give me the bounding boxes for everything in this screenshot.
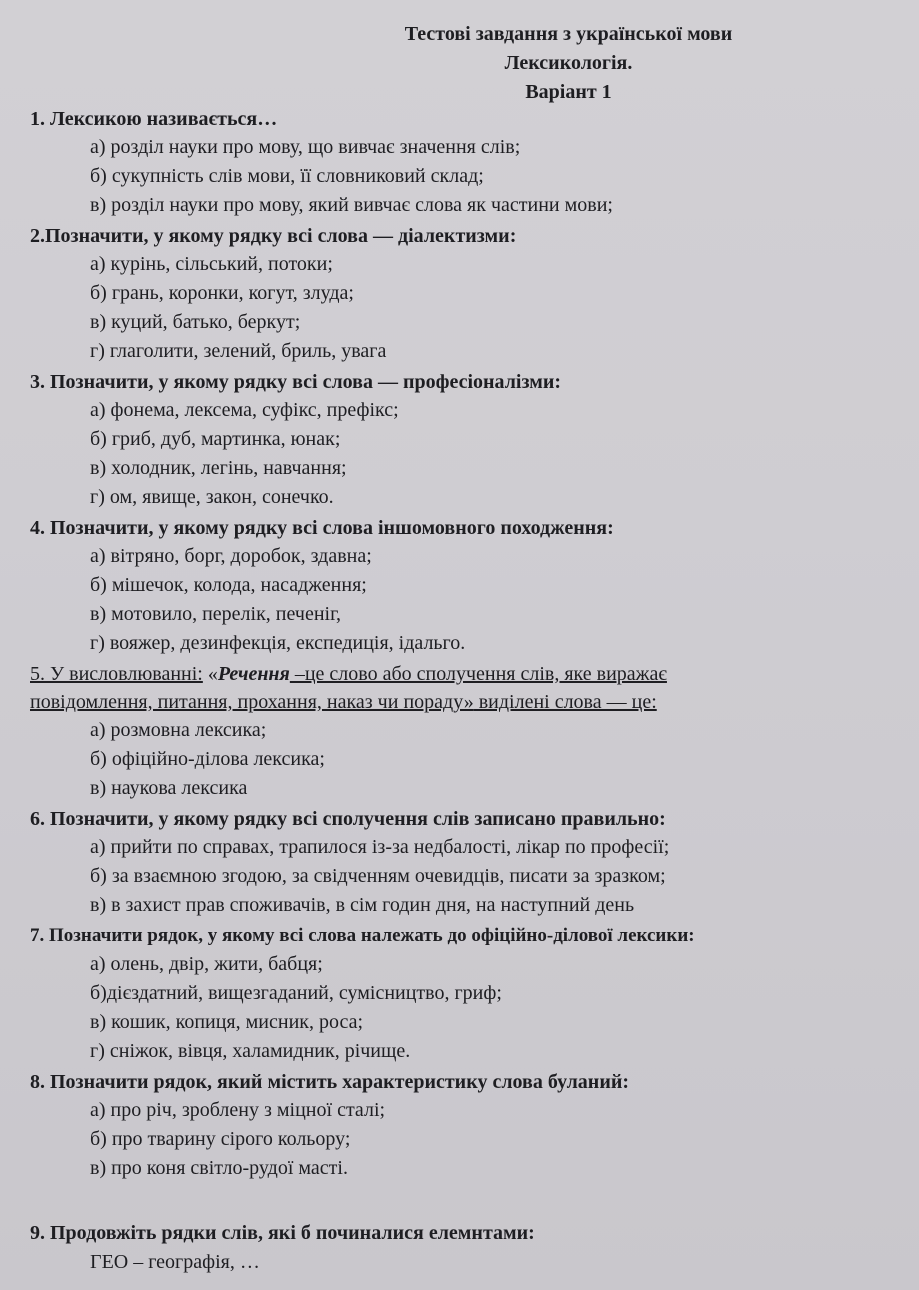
question-text: 6. Позначити, у якому рядку всі сполучення слів записано правильно:: [30, 808, 666, 830]
question-7: [30, 922, 907, 1066]
quote-text: –це слово або сполучення слів, яке виражає: [289, 663, 667, 685]
question-text: [30, 660, 907, 688]
quote-text-continued: повідомлення, питання, прохання, наказ чи пораду»: [30, 691, 474, 713]
option: в) куций, батько, беркут;: [90, 311, 301, 333]
option: г) глаголити, зелений, бриль, увага: [90, 340, 387, 362]
option: а) курінь, сільський, потоки;: [90, 253, 333, 275]
option: б) за взаємною згодою, за свідченням очевидців, писати за зразком;: [90, 865, 666, 887]
option: в) холодник, легінь, навчання;: [90, 457, 347, 479]
option: б) офіційно-ділова лексика;: [90, 748, 325, 770]
question-text: 3. Позначити, у якому рядку всі слова — професіоналізми:: [30, 371, 562, 393]
question-5: [30, 660, 907, 803]
option: в) в захист прав споживачів, в сім годин дня, на наступний день: [90, 894, 635, 916]
question-prefix: 5. У висловлюванні:: [30, 663, 203, 685]
question-1: [30, 105, 907, 220]
document-header: [230, 20, 907, 107]
spacer: [30, 1183, 907, 1217]
question-6: [30, 805, 907, 920]
question-text: 1. Лексикою називається…: [30, 108, 278, 130]
answer-line: ГЕО – географія, …: [90, 1251, 260, 1273]
option: г) вояжер, дезинфекція, експедиція, ідальго.: [90, 632, 466, 654]
option: в) про коня світло-рудої масті.: [90, 1157, 348, 1179]
question-4: [30, 514, 907, 658]
option: г) сніжок, вівця, халамидник, річище.: [90, 1040, 411, 1062]
option: б) мішечок, колода, насадження;: [90, 574, 367, 596]
option: а) розмовна лексика;: [90, 719, 267, 741]
option: в) кошик, копиця, мисник, роса;: [90, 1011, 364, 1033]
question-2: [30, 222, 907, 366]
question-text: 7. Позначити рядок, у якому всі слова належать до офіційно-ділової лексики:: [30, 925, 695, 946]
option: б)дієздатний, вищезгаданий, сумісництво, гриф;: [90, 982, 502, 1004]
option: а) розділ науки про мову, що вивчає значення слів;: [90, 136, 521, 158]
question-text: 8. Позначити рядок, який містить характеристику слова буланий:: [30, 1071, 630, 1093]
option: г) ом, явище, закон, сонечко.: [90, 486, 334, 508]
document-subtitle: Лексикологія.: [504, 52, 633, 74]
option: б) про тварину сірого кольору;: [90, 1128, 351, 1150]
option: а) вітряно, борг, доробок, здавна;: [90, 545, 372, 567]
quote-open: «: [202, 663, 218, 685]
option: в) мотовило, перелік, печеніг,: [90, 603, 342, 625]
question-3: [30, 368, 907, 512]
option: б) сукупність слів мови, її словниковий склад;: [90, 165, 484, 187]
highlighted-word: Речення: [217, 663, 290, 685]
option: а) фонема, лексема, суфікс, префікс;: [90, 399, 399, 421]
option: а) олень, двір, жити, бабця;: [90, 953, 323, 975]
question-suffix: виділені слова — це:: [473, 691, 657, 713]
option: в) розділ науки про мову, який вивчає слова як частини мови;: [90, 194, 613, 216]
variant-label: Варіант 1: [525, 81, 612, 103]
question-text-line2: [30, 688, 907, 716]
option: в) наукова лексика: [90, 777, 248, 799]
option: а) прийти по справах, трапилося із-за недбалості, лікар по професії;: [90, 836, 670, 858]
option: б) грань, коронки, когут, злуда;: [90, 282, 354, 304]
option: б) гриб, дуб, мартинка, юнак;: [90, 428, 341, 450]
question-8: [30, 1068, 907, 1183]
question-text: 2.Позначити, у якому рядку всі слова — діалектизми:: [30, 225, 517, 247]
option: а) про річ, зроблену з міцної сталі;: [90, 1099, 386, 1121]
question-text: 4. Позначити, у якому рядку всі слова іншомовного походження:: [30, 517, 614, 539]
question-9: [30, 1219, 907, 1277]
question-text: 9. Продовжіть рядки слів, які б починалися елемнтами:: [30, 1222, 535, 1244]
document-title: Тестові завдання з української мови: [404, 23, 733, 45]
